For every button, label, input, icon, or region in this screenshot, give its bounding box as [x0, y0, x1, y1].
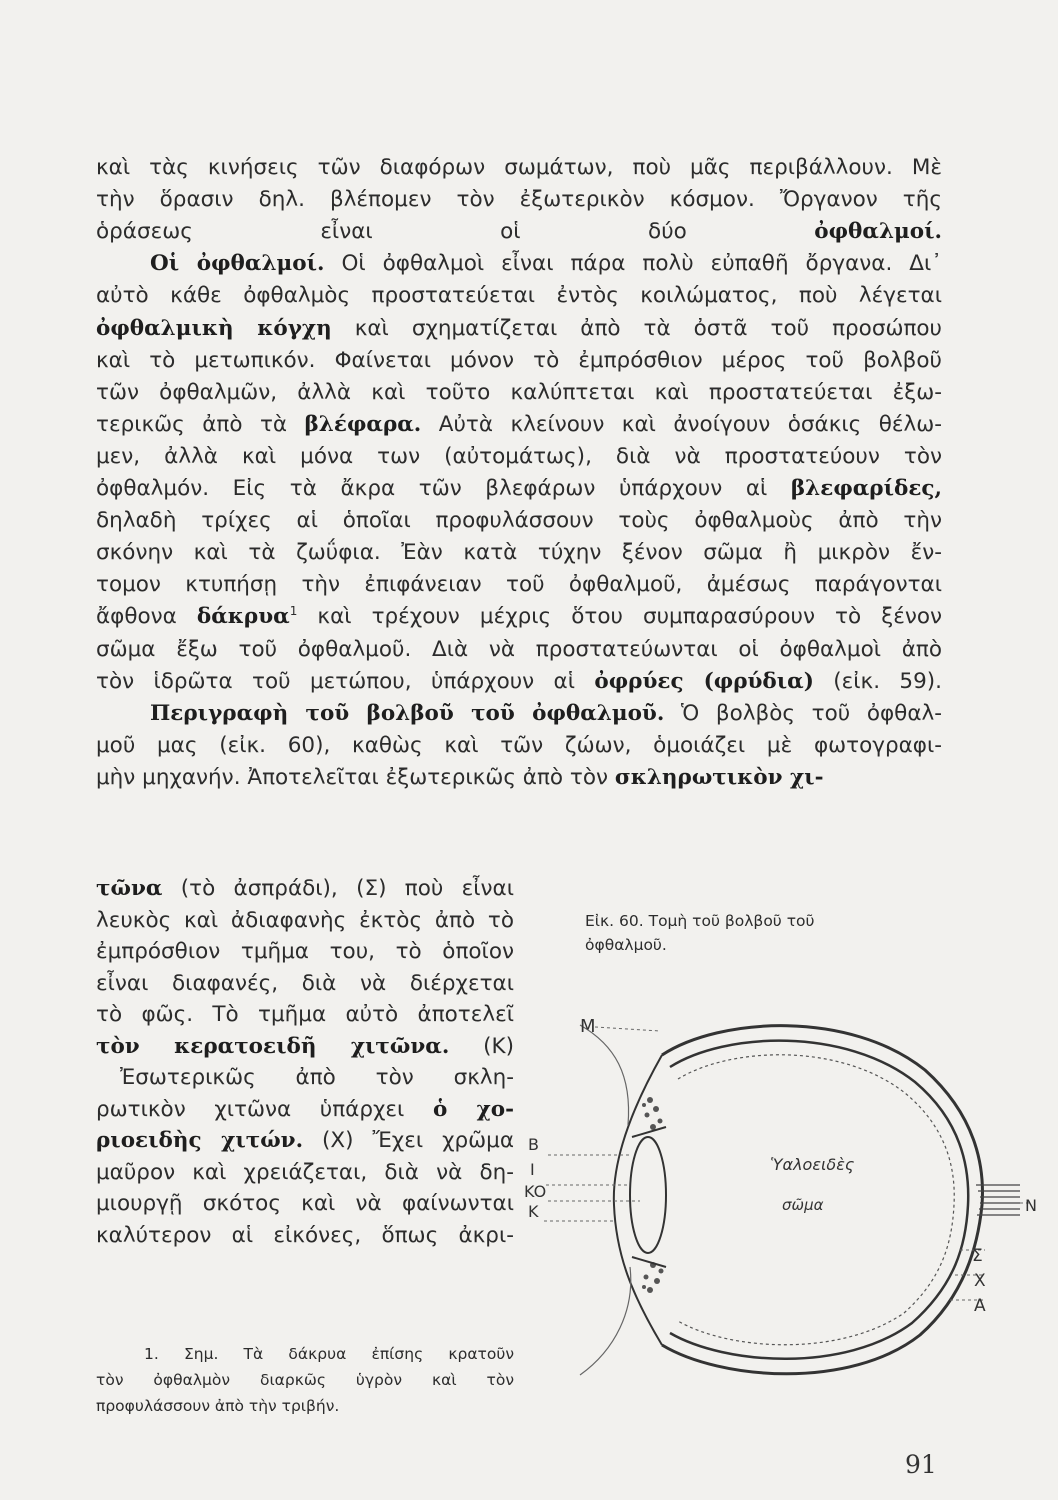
label-S: Σ — [972, 1246, 983, 1266]
text-line-3 — [96, 216, 942, 248]
label-N: N — [1025, 1196, 1037, 1215]
text-run: ρωτικὸν χιτῶνα ὑπάρχει — [96, 1096, 433, 1122]
bold-term: Οἱ ὀφθαλμοί. — [150, 251, 325, 277]
side-line-7 — [120, 1062, 514, 1094]
text-run: σκόνην καὶ τὰ ζωΰφια. Ἐὰν κατὰ τύχην ξένον σῶμα ἢ μικρὸν ἔν- — [96, 540, 942, 566]
text-run: τομον κτυπήσῃ τὴν ἐπιφάνειαν τοῦ ὀφθαλμοῦ, ἀμέσως παράγονται — [96, 572, 942, 598]
text-run: καὶ σχηματίζεται ἀπὸ τὰ ὀστᾶ τοῦ προσώπου — [331, 315, 942, 341]
label-vitreous-line1: Ὑαλοειδὲς — [770, 1155, 855, 1174]
text-run: Αὐτὰ κλείνουν καὶ ἀνοίγουν ὁσάκις θέλω- — [421, 411, 942, 437]
text-line-4 — [150, 248, 942, 280]
text-line-17 — [96, 666, 942, 698]
text-run: λευκὸς καὶ ἀδιαφανὴς ἐκτὸς ἀπὸ τὸ — [96, 907, 514, 933]
text-line-2 — [96, 184, 942, 216]
text-line-18 — [150, 698, 942, 730]
text-run: μεν, ἀλλὰ καὶ μόνα των (αὐτομάτως), διὰ νὰ προστατεύουν τὸν — [96, 443, 942, 469]
label-vitreous-line2: σῶμα — [782, 1196, 824, 1214]
bold-term: ὀφρύες (φρύδια) — [594, 668, 814, 694]
side-line-9 — [96, 1125, 514, 1157]
side-line-3 — [96, 936, 514, 968]
text-run: προφυλάσσουν ἀπὸ τὴν τριβήν. — [96, 1397, 340, 1415]
text-line-9 — [96, 409, 942, 441]
footnote-line-2 — [96, 1367, 514, 1393]
text-run: μιουργῇ σκότος καὶ νὰ φαίνωνται — [96, 1191, 514, 1216]
text-run: (τὸ ἀσπράδι), (Σ) ποὺ εἶναι — [162, 876, 514, 901]
side-line-5 — [96, 999, 514, 1031]
bold-term: ὀφθαλμικὴ κόγχη — [96, 315, 332, 341]
side-line-12 — [96, 1220, 514, 1252]
page-number: 91 — [905, 1450, 937, 1479]
text-run: μὴν μηχανήν. Ἀποτελεῖται ἐξωτερικῶς ἀπὸ τὸν — [96, 764, 615, 790]
text-line-11 — [96, 473, 942, 505]
side-line-8 — [96, 1094, 514, 1126]
text-run: αὐτὸ κάθε ὀφθαλμὸς προστατεύεται ἐντὸς κοιλώματος, ποὺ λέγεται — [96, 283, 942, 309]
side-line-6 — [96, 1031, 514, 1063]
text-run: μοῦ μας (εἰκ. 60), καθὼς καὶ τῶν ζώων, ὁμοιάζει μὲ φωτογραφι- — [96, 732, 942, 758]
label-I: I — [530, 1160, 535, 1179]
text-line-5 — [96, 280, 942, 312]
text-line-15 — [96, 601, 942, 633]
text-run: ἐμπρόσθιον τμῆμα του, τὸ ὁποῖον — [96, 939, 514, 964]
text-run: δηλαδὴ τρίχες αἱ ὁποῖαι προφυλάσσουν τοὺς ὀφθαλμοὺς ἀπὸ τὴν — [96, 508, 942, 534]
text-line-8 — [96, 377, 942, 409]
text-run: καλύτερον αἱ εἰκόνες, ὅπως ἀκρι- — [96, 1222, 514, 1248]
figure-caption-line-2: ὀφθαλμοῦ. — [585, 936, 667, 954]
iris-bottom — [632, 1257, 666, 1267]
bold-term: ριοειδὴς χιτών. — [96, 1128, 304, 1153]
text-run: καὶ τρέχουν μέχρις ὅτου συμπαρασύρουν τὸ ξένον — [297, 604, 942, 630]
text-run: τὸ φῶς. Τὸ τμῆμα αὐτὸ ἀποτελεῖ — [96, 1002, 514, 1027]
label-K: K — [528, 1202, 539, 1221]
text-line-20 — [96, 762, 942, 794]
side-line-1 — [96, 873, 514, 905]
bold-term: σκληρωτικὸν χι- — [614, 764, 824, 790]
text-line-14 — [96, 569, 942, 601]
bold-term: βλέφαρα. — [304, 411, 422, 437]
text-run: τῶν ὀφθαλμῶν, ἀλλὰ καὶ τοῦτο καλύπτεται καὶ προστατεύεται ἐξω- — [96, 379, 942, 405]
label-KO: KO — [524, 1182, 547, 1201]
text-run: τὴν ὅρασιν δηλ. βλέπομεν τὸν ἐξωτερικὸν κόσμον. Ὄργανον τῆς — [96, 187, 942, 213]
bold-term: δάκρυα — [196, 604, 290, 630]
side-line-4 — [96, 968, 514, 1000]
text-run: σῶμα ἔξω τοῦ ὀφθαλμοῦ. Διὰ νὰ προστατεύωνται οἱ ὀφθαλμοὶ ἀπὸ — [96, 636, 942, 662]
text-line-1 — [96, 152, 942, 184]
side-line-10 — [96, 1157, 514, 1189]
text-line-10 — [96, 441, 942, 473]
text-run: μαῦρον καὶ χρειάζεται, διὰ νὰ δη- — [96, 1159, 514, 1185]
text-run: ἄφθονα — [96, 604, 197, 630]
text-run: τὸν ὀφθαλμὸν διαρκῶς ὑγρὸν καὶ τὸν — [96, 1371, 514, 1389]
text-run: Ὁ βολβὸς τοῦ ὀφθαλ- — [664, 700, 942, 726]
text-run: εἶναι διαφανές, διὰ νὰ διέρχεται — [96, 970, 514, 996]
text-line-12 — [96, 505, 942, 537]
eyelid-upper — [580, 1025, 629, 1125]
text-run: καὶ τὸ μετωπικόν. Φαίνεται μόνον τὸ ἐμπρόσθιον μέρος τοῦ βολβοῦ — [96, 347, 942, 373]
label-B: B — [528, 1135, 539, 1154]
side-line-2 — [96, 905, 514, 937]
bold-term: τῶνα — [96, 876, 163, 901]
text-run: 1. Σημ. Τὰ δάκρυα ἐπίσης κρατοῦν — [144, 1345, 514, 1363]
text-run: (Κ) — [449, 1033, 514, 1059]
label-X: X — [974, 1271, 986, 1291]
text-run: ὀφθαλμόν. Εἰς τὰ ἄκρα τῶν βλεφάρων ὑπάρχουν αἱ — [96, 476, 791, 501]
label-M: M — [580, 1016, 596, 1037]
text-run: (Χ) Ἔχει χρῶμα — [303, 1128, 514, 1153]
text-run: (εἰκ. 59). — [813, 668, 942, 694]
iris-top — [632, 1127, 666, 1137]
footnote-marker: 1 — [289, 604, 298, 619]
text-run: ὁράσεως εἶναι οἱ δύο — [96, 219, 815, 245]
footnote-line-1 — [144, 1341, 514, 1367]
eye-cross-section-figure — [520, 1005, 1040, 1395]
bold-term: ὁ χο- — [432, 1096, 514, 1122]
text-line-16 — [96, 634, 942, 666]
text-line-7 — [96, 345, 942, 377]
label-A: A — [974, 1296, 986, 1316]
text-run: Ἐσωτερικῶς ἀπὸ τὸν σκλη- — [120, 1065, 514, 1090]
text-line-19 — [96, 730, 942, 762]
eyelid-lower — [580, 1267, 631, 1375]
text-line-6 — [96, 313, 942, 345]
text-run: τὸν ἱδρῶτα τοῦ μετώπου, ὑπάρχουν αἱ — [96, 668, 595, 694]
bold-term: ὀφθαλμοί. — [814, 219, 942, 245]
text-run: καὶ τὰς κινήσεις τῶν διαφόρων σωμάτων, ποὺ μᾶς περιβάλλουν. Μὲ — [96, 155, 942, 180]
text-line-13 — [96, 537, 942, 569]
bold-term: βλεφαρίδες, — [790, 476, 942, 501]
text-run: Οἱ ὀφθαλμοὶ εἶναι πάρα πολὺ εὐπαθῆ ὄργανα. Δι᾽ — [324, 251, 942, 277]
bold-term: τὸν κερατοειδῆ χιτῶνα. — [96, 1033, 450, 1059]
lens — [630, 1137, 666, 1253]
bold-term: Περιγραφὴ τοῦ βολβοῦ τοῦ ὀφθαλμοῦ. — [150, 700, 665, 726]
footnote-line-3 — [96, 1393, 514, 1419]
figure-caption-line-1: Εἰκ. 60. Τομὴ τοῦ βολβοῦ τοῦ — [585, 912, 815, 930]
side-line-11 — [96, 1188, 514, 1220]
text-run: τερικῶς ἀπὸ τὰ — [96, 411, 305, 437]
